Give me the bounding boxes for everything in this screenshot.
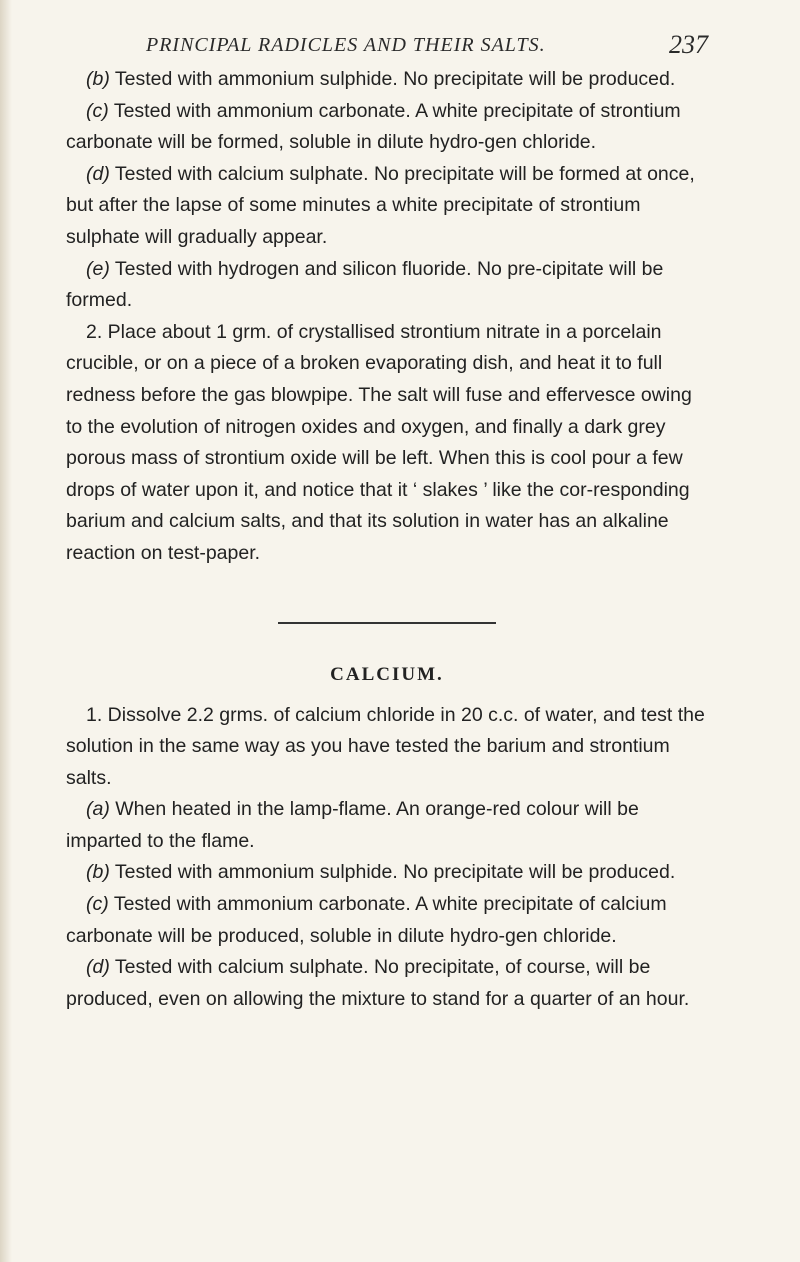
calcium-test-d [66, 952, 708, 1015]
running-title: PRINCIPAL RADICLES AND THEIR SALTS. [146, 34, 546, 56]
calcium-test-c [66, 889, 708, 952]
calcium-test-b [66, 857, 708, 889]
section-divider [278, 622, 496, 624]
running-head [66, 30, 708, 64]
test-marker: (a) [86, 798, 110, 821]
test-marker: (d) [86, 956, 110, 979]
strontium-test-c [66, 96, 708, 159]
test-marker: (b) [86, 861, 110, 884]
strontium-test-d [66, 159, 708, 254]
calcium-test-a [66, 794, 708, 857]
test-marker: (b) [86, 68, 110, 90]
test-marker: (c) [86, 893, 109, 916]
test-text: Tested with ammonium carbonate. A white precipitate of calcium carbonate will be produced, soluble in dilute hydro-gen chloride. [66, 893, 667, 947]
page-binding-shadow [0, 0, 12, 1262]
calcium-intro: 1. Dissolve 2.2 grms. of calcium chloride in 20 c.c. of water, and test the solution in the same way as you have tested the barium and strontium salts. [66, 703, 705, 789]
test-text: Tested with ammonium carbonate. A white precipitate of strontium carbonate will be formed, soluble in dilute hydro-gen chloride. [66, 99, 681, 154]
book-page [66, 30, 708, 1015]
test-marker: (c) [86, 99, 109, 122]
test-text: Tested with hydrogen and silicon fluoride. No pre-cipitate will be formed. [66, 257, 664, 312]
strontium-test-b [66, 64, 708, 96]
test-marker: (e) [86, 257, 110, 280]
test-text: Tested with calcium sulphate. No precipitate, of course, will be produced, even on allowing the mixture to stand for a quarter of an hour. [66, 956, 690, 1010]
page-number: 237 [669, 30, 708, 59]
test-text: Tested with calcium sulphate. No precipitate will be formed at once, but after the lapse of some minutes a white precipitate of strontium sulphate will gradually appear. [66, 162, 695, 248]
test-text: Tested with ammonium sulphide. No precipitate will be produced. [109, 68, 676, 90]
strontium-paragraph-2: 2. Place about 1 grm. of crystallised strontium nitrate in a porcelain crucible, or on a piece of a broken evaporating dish, and heat it to full redness before the gas blowpipe. The salt will fuse and effervesce owing to the evolution of nitrogen oxides and oxygen, and finally a dark grey porous mass of strontium oxide will be left. When this is cool pour a few drops of water upon it, and notice that it ‘ slakes ’ like the cor-responding barium and calcium salts, and that its solution in water has an alkaline reaction on test-paper. [66, 320, 692, 564]
test-text: When heated in the lamp-flame. An orange-red colour will be imparted to the flame. [66, 798, 639, 852]
test-marker: (d) [86, 162, 110, 185]
test-text: Tested with ammonium sulphide. No precipitate will be produced. [109, 861, 676, 884]
strontium-test-e [66, 254, 708, 317]
section-heading-calcium: CALCIUM. [330, 663, 444, 685]
